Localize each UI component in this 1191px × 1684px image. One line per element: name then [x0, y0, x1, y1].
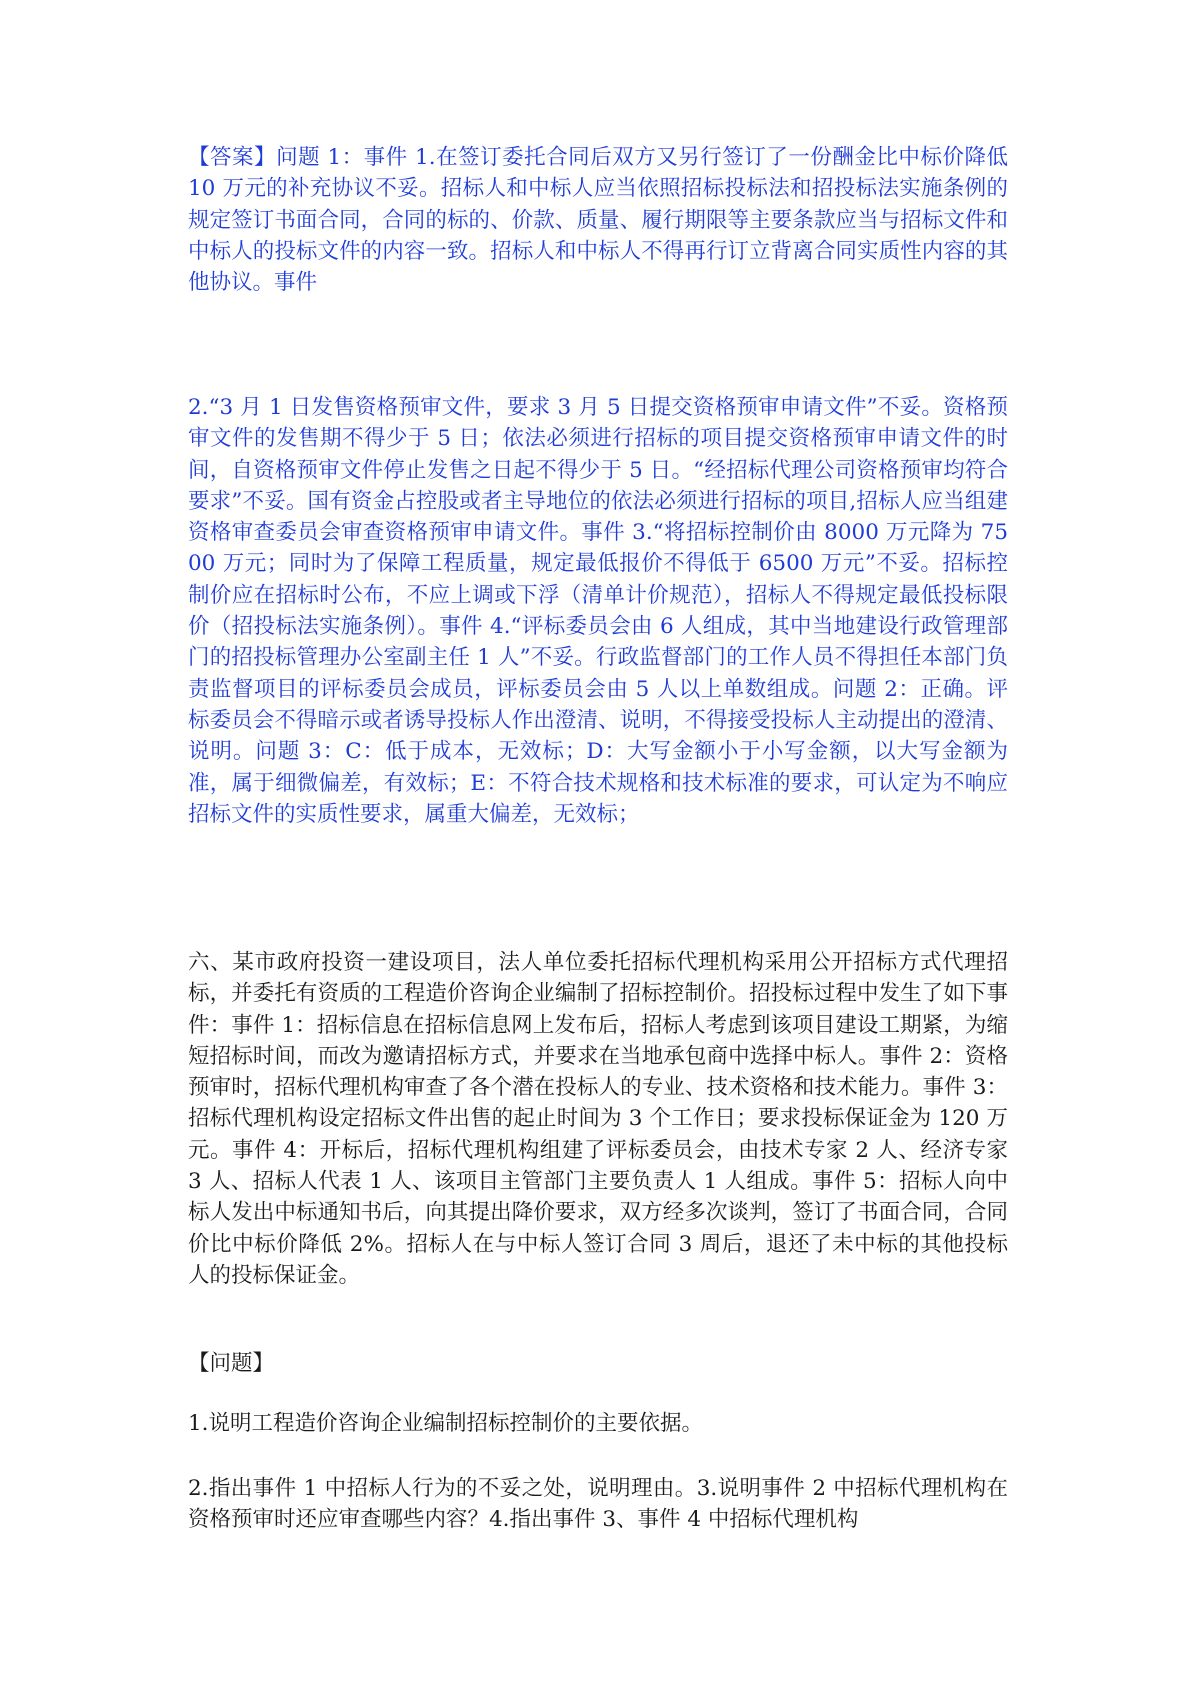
answer-paragraph-2: 2.“3 月 1 日发售资格预审文件，要求 3 月 5 日提交资格预审申请文件”不妥。资格预审文件的发售期不得少于 5 日；依法必须进行招标的项目提交资格预审申请文件的时间，自资格预审文件停止发售之日起不得少于 5 日。“经招标代理公司资格预审均符合要求”不妥。国有资金占控股或者主导地位的依法必须进行招标的项目,招标人应当组建资格审查委员会审查资格预审申请文件。事件 3.“将招标控制价由 8000 万元降为 7500 万元；同时为了保障工程质量，规定最低报价不得低于 6500 万元”不妥。招标控制价应在招标时公布，不应上调或下浮（清单计价规范），招标人不得规定最低投标限价（招投标法实施条例）。事件 4.“评标委员会由 6 人组成，其中当地建设行政管理部门的招投标管理办公室副主任 1 人”不妥。行政监督部门的工作人员不得担任本部门负责监督项目的评标委员会成员，评标委员会由 5 人以上单数组成。问题 2：正确。评标委员会不得暗示或者诱导投标人作出澄清、说明，不得接受投标人主动提出的澄清、说明。问题 3：C：低于成本，无效标；D：大写金额小于小写金额，以大写金额为准，属于细微偏差，有效标；E：不符合技术规格和技术标准的要求，可认定为不响应招标文件的实质性要求，属重大偏差，无效标；: [188, 395, 1008, 827]
answer-paragraph-1: 【答案】问题 1：事件 1.在签订委托合同后双方又另行签订了一份酬金比中标价降低 10 万元的补充协议不妥。招标人和中标人应当依照招标投标法和招投标法实施条例的规定签订书面合同，合同的标的、价款、质量、履行期限等主要条款应当与招标文件和中标人的投标文件的内容一致。招标人和中标人不得再行订立背离合同实质性内容的其他协议。事件: [188, 145, 1008, 296]
question-6-paragraph: 六、某市政府投资一建设项目，法人单位委托招标代理机构采用公开招标方式代理招标，并委托有资质的工程造价咨询企业编制了招标控制价。招投标过程中发生了如下事件：事件 1：招标信息在招标信息网上发布后，招标人考虑到该项目建设工期紧，为缩短招标时间，而改为邀请招标方式，并要求在当地承包商中选择中标人。事件 2：资格预审时，招标代理机构审查了各个潜在投标人的专业、技术资格和技术能力。事件 3：招标代理机构设定招标文件出售的起止时间为 3 个工作日；要求投标保证金为 120 万元。事件 4：开标后，招标代理机构组建了评标委员会，由技术专家 2 人、经济专家 3 人、招标人代表 1 人、该项目主管部门主要负责人 1 人组成。事件 5：招标人向中标人发出中标通知书后，向其提出降价要求，双方经多次谈判，签订了书面合同，合同价比中标价降低 2%。招标人在与中标人签订合同 3 周后，退还了未中标的其他投标人的投标保证金。: [188, 950, 1008, 1288]
question-1-paragraph: 1.说明工程造价咨询企业编制招标控制价的主要依据。: [188, 1411, 704, 1436]
questions-2-4-paragraph: 2.指出事件 1 中招标人行为的不妥之处，说明理由。3.说明事件 2 中招标代理机构在资格预审时还应审查哪些内容？4.指出事件 3、事件 4 中招标代理机构: [188, 1476, 1008, 1533]
questions-heading: 【问题】: [188, 1351, 275, 1376]
